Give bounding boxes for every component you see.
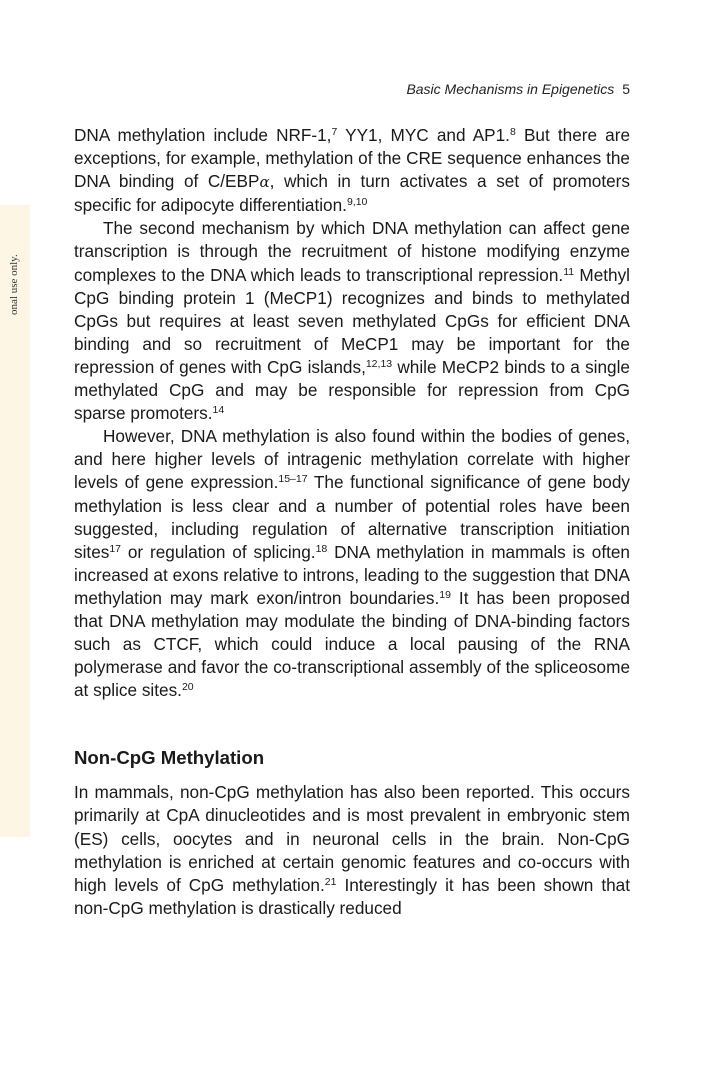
text-run: In mammals, non-CpG methylation has also been reported. This occurs primarily at CpA dinucleotides and is most prevalent in embryonic stem (ES) cells, oocytes and in neuronal cells in the brain. Non-CpG methylation is enriched at certain genomic features and co-occurs with high levels of CpG methylation. xyxy=(74,782,630,895)
paragraph-continuation xyxy=(74,124,630,217)
side-note: onal use only. xyxy=(8,254,20,315)
alpha-symbol: α xyxy=(259,173,270,192)
citation: 8 xyxy=(509,126,516,138)
citation: 20 xyxy=(181,681,194,694)
text-run: DNA methylation in mammals is often increased at exons relative to introns, leading to the suggestion that DNA methylation may mark exon/intron boundaries. xyxy=(74,541,630,608)
paragraph-non-cpg xyxy=(74,781,630,920)
citation: 21 xyxy=(324,875,337,888)
paragraph-second-mechanism xyxy=(74,217,630,425)
citation: 18 xyxy=(315,542,328,555)
citation: 19 xyxy=(439,588,451,601)
text-run: while MeCP2 binds to a single methylated CpG and may be responsible for repression from CpG sparse promoters. xyxy=(74,356,630,424)
citation: 11 xyxy=(563,265,575,278)
text-run: But there are exceptions, for example, methylation of the CRE sequence enhances the DNA binding of C/EBP xyxy=(74,125,631,192)
text-run: It has been proposed that DNA methylation may modulate the binding of DNA-binding factors such as CTCF, which could induce a local pausing of the RNA polymerase and favor the co-transcriptional assembly of the spliceosome at splice sites. xyxy=(74,587,630,701)
citation: 12,13 xyxy=(365,357,393,370)
citation: 7 xyxy=(331,126,338,138)
citation: 9,10 xyxy=(346,196,368,209)
text-run: DNA methylation include NRF-1, xyxy=(74,125,332,145)
text-run: Methyl CpG binding protein 1 (MeCP1) recognizes and binds to methylated CpGs but requires at least seven methylated CpGs for efficient DNA binding and so recruitment of MeCP1 may be important for the repression of genes with CpG islands, xyxy=(74,264,630,377)
citation: 15–17 xyxy=(278,473,308,486)
text-run: or regulation of splicing. xyxy=(121,541,316,562)
citation: 14 xyxy=(212,404,225,417)
text-run: , which in turn activates a set of promoters specific for adipocyte differentiation. xyxy=(74,171,631,216)
citation: 17 xyxy=(109,542,122,555)
paragraph-gene-body xyxy=(74,425,630,702)
running-head xyxy=(406,81,630,97)
text-run: YY1, MYC and AP1. xyxy=(337,125,510,145)
text-run: The functional significance of gene body methylation is less clear and a number of potential roles have been suggested, including regulation of alternative transcription initiation sites xyxy=(74,472,630,562)
text-run: Interestingly it has been shown that non-CpG methylation is drastically reduced xyxy=(74,874,630,918)
text-run: However, DNA methylation is also found within the bodies of genes, and here higher levels of intragenic methylation correlate with higher levels of gene expression. xyxy=(74,426,630,493)
running-head-title: Basic Mechanisms in Epigenetics xyxy=(406,81,615,97)
text-run: The second mechanism by which DNA methylation can affect gene transcription is through the recruitment of histone modifying enzyme complexes to the DNA which leads to transcriptional repression. xyxy=(74,218,630,285)
page-number: 5 xyxy=(622,81,630,97)
section-heading: Non-CpG Methylation xyxy=(74,747,265,769)
body-text xyxy=(74,124,630,920)
